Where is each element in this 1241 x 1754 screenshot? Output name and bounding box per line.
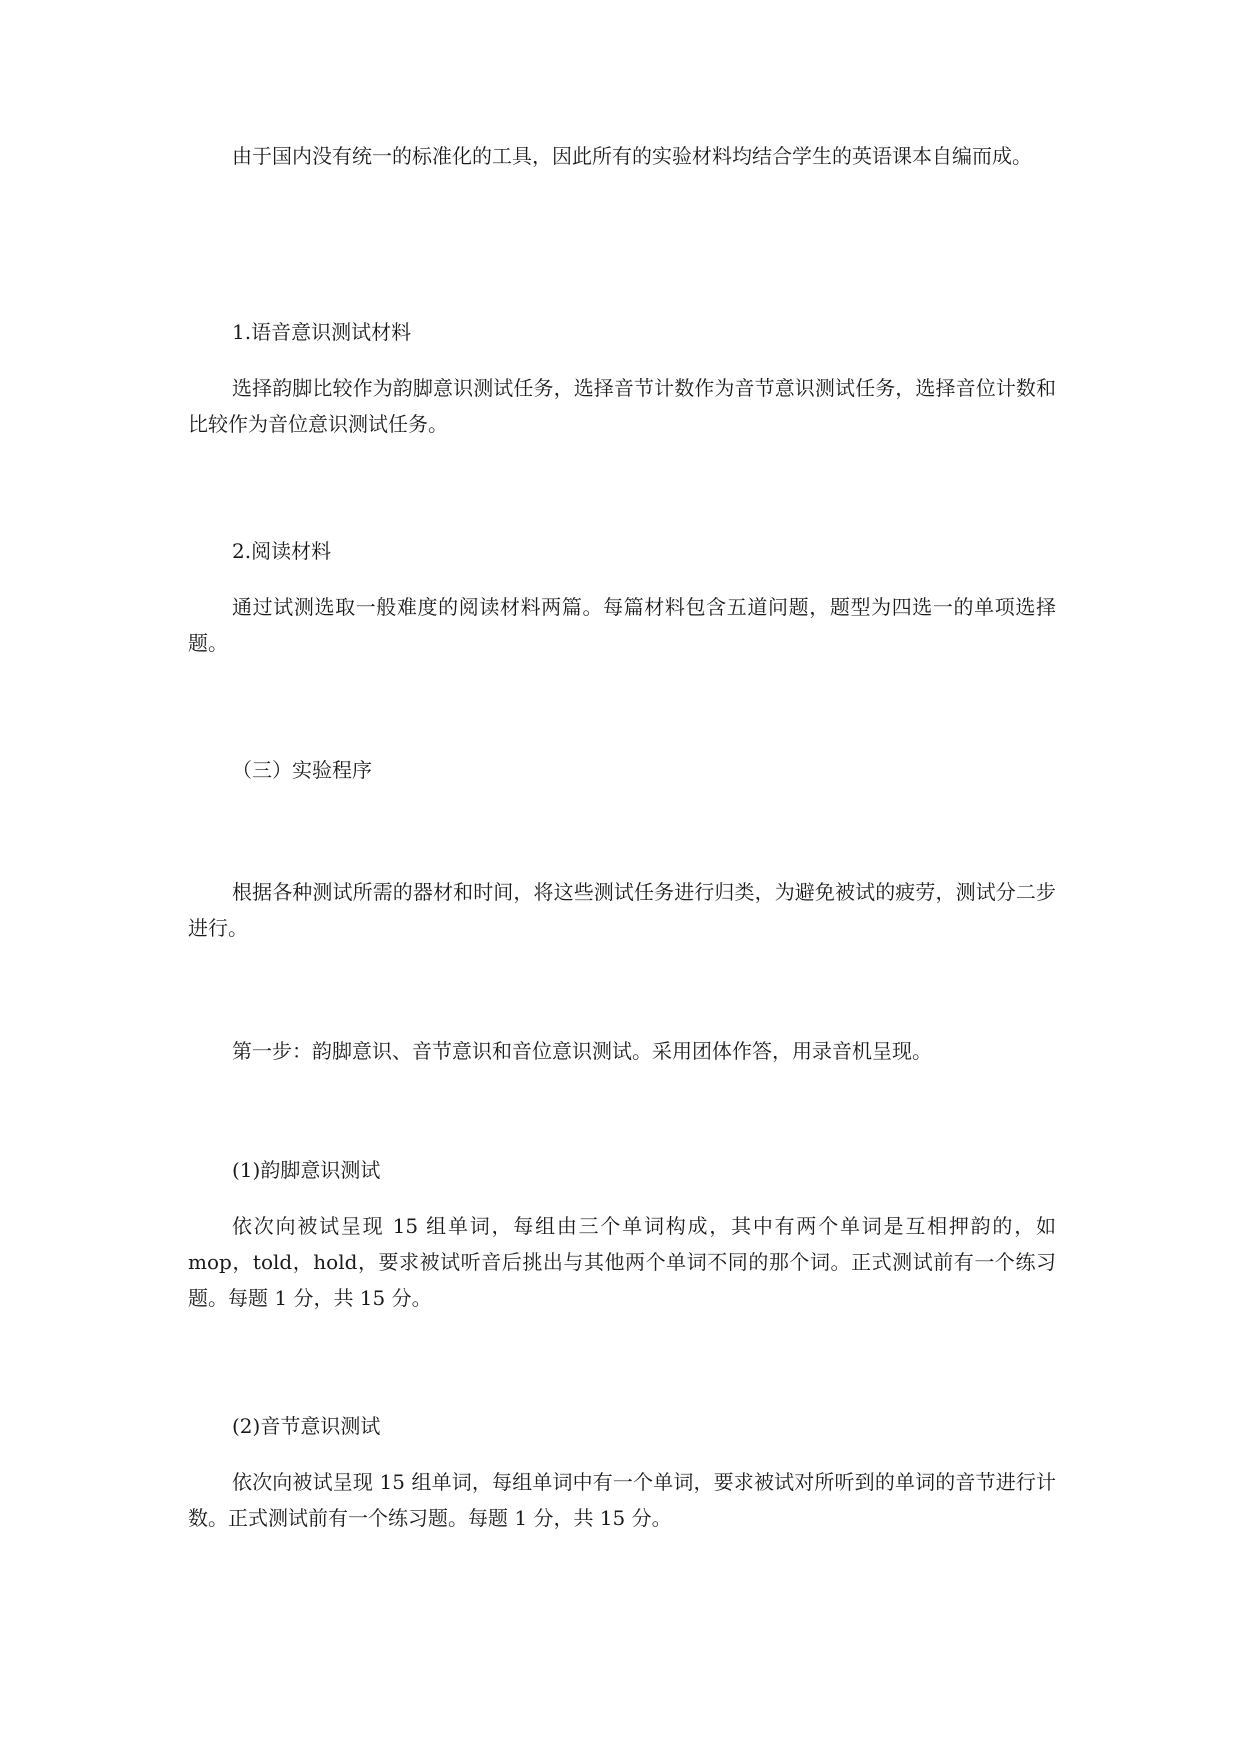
syllable-test-paragraph	[188, 1464, 1056, 1536]
intro-paragraph	[188, 138, 1056, 174]
paragraph-text: 依次向被试呈现 15 组单词，每组由三个单词构成，其中有两个单词是互相押韵的，如 mop，told，hold，要求被试听音后挑出与其他两个单词不同的那个词。正式测试前有一个练习题。每题 1 分，共 15 分。	[188, 1214, 1056, 1310]
heading-text: 第一步：韵脚意识、音节意识和音位意识测试。采用团体作答，用录音机呈现。	[232, 1039, 932, 1063]
step-one-line	[188, 1033, 1056, 1069]
heading-text: 1.语音意识测试材料	[232, 320, 412, 344]
section-heading-phonological-materials	[188, 314, 1056, 350]
section-heading-rhyme-test	[188, 1152, 1056, 1188]
procedure-paragraph	[188, 874, 1056, 946]
paragraph-text: 依次向被试呈现 15 组单词，每组单词中有一个单词，要求被试对所听到的单词的音节进行计数。正式测试前有一个练习题。每题 1 分，共 15 分。	[188, 1470, 1056, 1530]
paragraph-text: 通过试测选取一般难度的阅读材料两篇。每篇材料包含五道问题，题型为四选一的单项选择题。	[188, 595, 1056, 655]
heading-text: (1)韵脚意识测试	[232, 1158, 381, 1182]
section-heading-procedure	[188, 752, 1056, 788]
heading-text: 2.阅读材料	[232, 539, 332, 563]
paragraph-text: 选择韵脚比较作为韵脚意识测试任务，选择音节计数作为音节意识测试任务，选择音位计数和比较作为音位意识测试任务。	[188, 376, 1056, 436]
paragraph-text: 由于国内没有统一的标准化的工具，因此所有的实验材料均结合学生的英语课本自编而成。	[232, 144, 1032, 168]
reading-materials-paragraph	[188, 589, 1056, 661]
paragraph-text: 根据各种测试所需的器材和时间，将这些测试任务进行归类，为避免被试的疲劳，测试分二步进行。	[188, 880, 1056, 940]
phonological-materials-paragraph	[188, 370, 1056, 442]
section-heading-syllable-test	[188, 1408, 1056, 1444]
section-heading-reading-materials	[188, 533, 1056, 569]
heading-text: （三）实验程序	[232, 758, 372, 782]
rhyme-test-paragraph	[188, 1208, 1056, 1316]
heading-text: (2)音节意识测试	[232, 1414, 381, 1438]
